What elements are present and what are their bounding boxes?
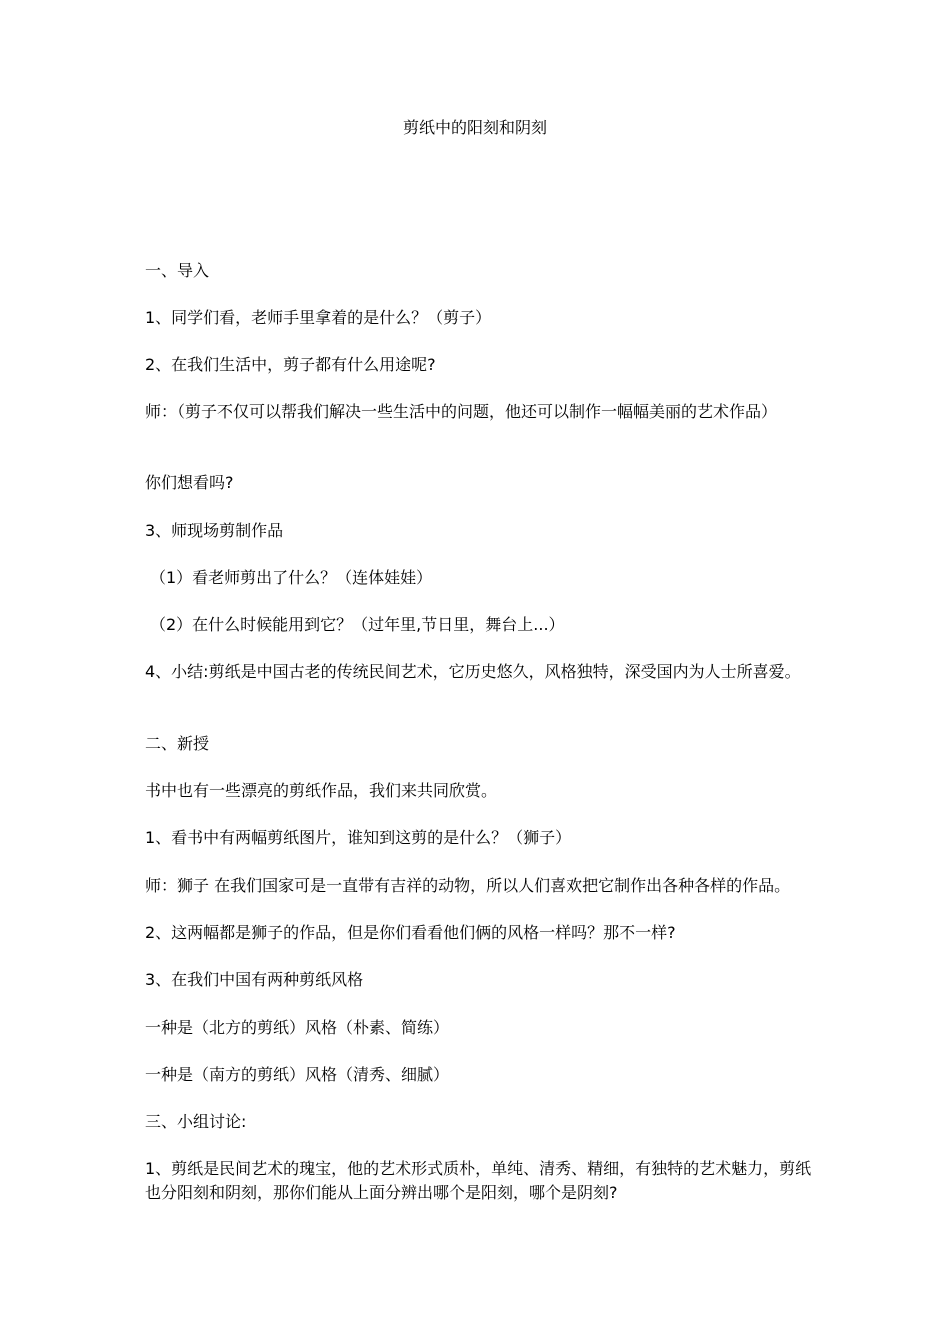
paragraph: 师：狮子 在我们国家可是一直带有吉祥的动物，所以人们喜欢把它制作出各种各样的作品。 xyxy=(145,876,791,895)
section-heading-group-discussion: 三、小组讨论: xyxy=(145,1112,247,1131)
paragraph: 1、同学们看，老师手里拿着的是什么？（剪子） xyxy=(145,308,492,327)
paragraph: 3、师现场剪制作品 xyxy=(145,521,284,540)
paragraph: 2、这两幅都是狮子的作品，但是你们看看他们俩的风格一样吗？那不一样? xyxy=(145,923,676,942)
paragraph: 2、在我们生活中，剪子都有什么用途呢? xyxy=(145,355,436,374)
document-title: 剪纸中的阳刻和阴刻 xyxy=(402,118,547,137)
paragraph: 一种是（南方的剪纸）风格（清秀、细腻） xyxy=(145,1065,450,1084)
section-heading-new-lesson: 二、新授 xyxy=(145,734,210,753)
paragraph: 3、在我们中国有两种剪纸风格 xyxy=(145,970,364,989)
paragraph: 4、小结:剪纸是中国古老的传统民间艺术，它历史悠久，风格独特，深受国内为人士所喜爱。 xyxy=(145,662,801,681)
sub-item: （1）看老师剪出了什么？（连体娃娃） xyxy=(150,568,433,587)
paragraph: 一种是（北方的剪纸）风格（朴素、简练） xyxy=(145,1018,450,1037)
paragraph: 1、剪纸是民间艺术的瑰宝，他的艺术形式质朴，单纯、清秀、精细，有独特的艺术魅力，剪纸也分阳刻和阴刻，那你们能从上面分辨出哪个是阳刻，哪个是阴刻? xyxy=(145,1159,812,1202)
paragraph: 师：（剪子不仅可以帮我们解决一些生活中的问题，他还可以制作一幅幅美丽的艺术作品） xyxy=(145,402,778,421)
paragraph: 你们想看吗? xyxy=(145,473,234,492)
sub-item: （2）在什么时候能用到它？（过年里,节日里，舞台上...） xyxy=(150,615,565,634)
paragraph: 书中也有一些漂亮的剪纸作品，我们来共同欣赏。 xyxy=(145,781,498,800)
paragraph: 1、看书中有两幅剪纸图片，谁知到这剪的是什么？（狮子） xyxy=(145,828,572,847)
section-heading-intro: 一、导入 xyxy=(145,261,210,280)
